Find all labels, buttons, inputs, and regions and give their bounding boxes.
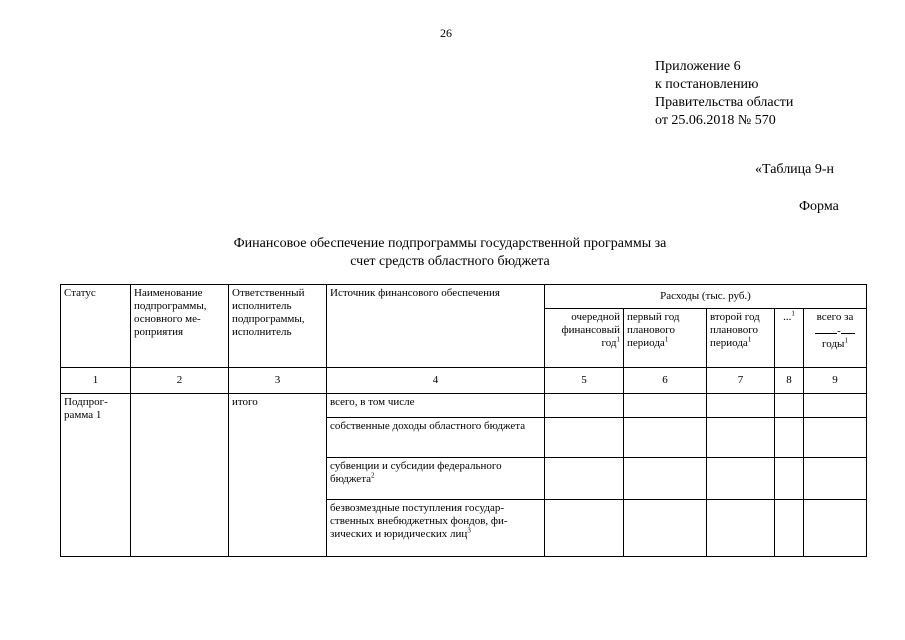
header-year-first: первый год планового периода$^1$ [624, 309, 707, 368]
header-year-second: второй год планового периода$^1$ [707, 309, 775, 368]
appendix-line-4: от 25.06.2018 № 570 [655, 113, 776, 128]
value-cell [804, 394, 867, 418]
column-number-5: 5 [545, 368, 624, 394]
value-cell [707, 394, 775, 418]
header-status: Статус [61, 285, 131, 368]
value-cell [775, 500, 804, 557]
page-number: 26 [440, 26, 452, 40]
value-cell [624, 394, 707, 418]
row-status-cell: Подпрограмма 1 [61, 394, 131, 557]
appendix-line-2: к постановлению [655, 77, 759, 92]
column-number-6: 6 [624, 368, 707, 394]
column-number-2: 2 [131, 368, 229, 394]
header-expenses: Расходы (тыс. руб.) [545, 285, 867, 309]
row-name-cell [131, 394, 229, 557]
column-number-7: 7 [707, 368, 775, 394]
header-total: всего за - годы$^1$ [804, 309, 867, 368]
financing-table [60, 284, 867, 557]
source-cell: безвозмездные поступления государственных внебюджетных фондов, физических и юридических лиц$^3$ [327, 500, 545, 557]
column-number-1: 1 [61, 368, 131, 394]
value-cell [624, 458, 707, 500]
form-label: Форма [799, 199, 839, 214]
value-cell [545, 458, 624, 500]
header-executor: Ответственный исполнитель подпрограммы, исполнитель [229, 285, 327, 368]
header-name: Наименование подпрограммы, основного мероприятия [131, 285, 229, 368]
appendix-line-1: Приложение 6 [655, 59, 741, 74]
value-cell [624, 418, 707, 458]
value-cell [545, 500, 624, 557]
value-cell [707, 418, 775, 458]
appendix-line-3: Правительства области [655, 95, 794, 110]
header-ellipsis: ...$^1$ [775, 309, 804, 368]
header-year-current: очередной финансовый год$^1$ [545, 309, 624, 368]
value-cell [775, 394, 804, 418]
source-cell: собственные доходы областного бюджета [327, 418, 545, 458]
column-number-4: 4 [327, 368, 545, 394]
source-cell: субвенции и субсидии федерального бюджета$^2$ [327, 458, 545, 500]
column-number-8: 8 [775, 368, 804, 394]
document-title: Финансовое обеспечение подпрограммы государственной программы за счет средств областного бюджета [233, 236, 667, 269]
value-cell [804, 500, 867, 557]
value-cell [624, 500, 707, 557]
value-cell [707, 500, 775, 557]
appendix-block [655, 58, 793, 130]
value-cell [775, 418, 804, 458]
source-cell: всего, в том числе [327, 394, 545, 418]
value-cell [707, 458, 775, 500]
value-cell [804, 458, 867, 500]
value-cell [775, 458, 804, 500]
header-source: Источник финансового обеспечения [327, 285, 545, 368]
column-number-3: 3 [229, 368, 327, 394]
value-cell [545, 394, 624, 418]
value-cell [804, 418, 867, 458]
table-reference: «Таблица 9-н [755, 162, 835, 177]
column-number-9: 9 [804, 368, 867, 394]
value-cell [545, 418, 624, 458]
row-executor-cell: итого [229, 394, 327, 557]
